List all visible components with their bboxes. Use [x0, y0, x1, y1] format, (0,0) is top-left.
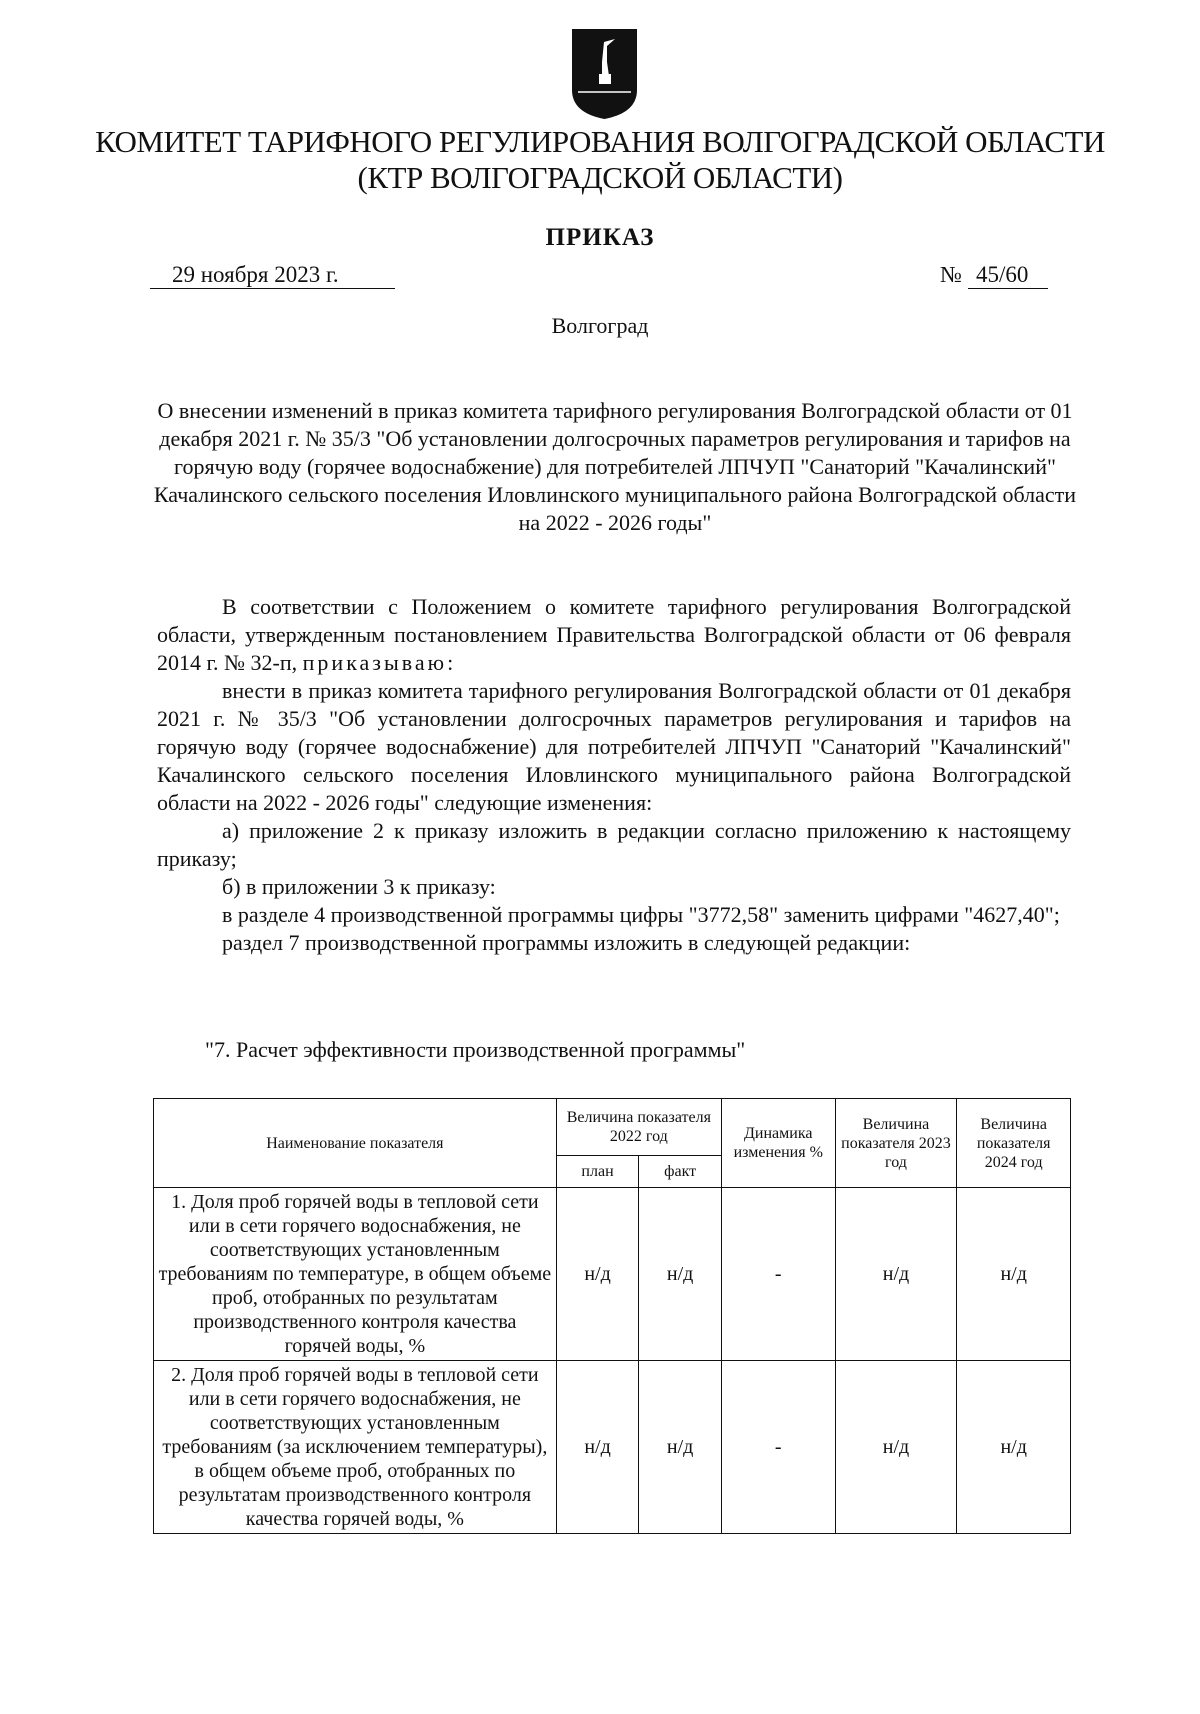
order-date: 29 ноября 2023 г.	[150, 262, 395, 289]
header-value-2024: Величина показателя 2024 год	[957, 1099, 1071, 1188]
header-value-2022: Величина показателя 2022 год	[556, 1099, 721, 1156]
organization-name	[0, 124, 1200, 196]
row-2023: н/д	[835, 1188, 957, 1361]
row-name: 2. Доля проб горячей воды в тепловой сети или в сети горячего водоснабжения, не соответствующих установленным требованиям (за исключением температуры), в общем объеме проб, отобранных по результатам производственного контроля качества горячей воды, %	[154, 1361, 557, 1534]
row-plan: н/д	[556, 1188, 639, 1361]
document-type-title: ПРИКАЗ	[545, 224, 655, 251]
header-plan: план	[556, 1156, 639, 1188]
row-name: 1. Доля проб горячей воды в тепловой сети или в сети горячего водоснабжения, не соответствующих установленным требованиям по температуре, в общем объеме проб, отобранных по результатам производственного контроля качества горячей воды, %	[154, 1188, 557, 1361]
body-paragraph-basis	[157, 593, 1071, 677]
table-row	[154, 1361, 1071, 1534]
emblem-icon	[571, 28, 638, 120]
body-paragraph-item-a: а) приложение 2 к приказу изложить в редакции согласно приложению к настоящему приказу;	[157, 818, 1071, 871]
order-number-block	[940, 262, 1048, 289]
row-2023: н/д	[835, 1361, 957, 1534]
header-name: Наименование показателя	[154, 1099, 557, 1188]
row-dynamics: -	[721, 1361, 835, 1534]
body-paragraph-item-b: б) в приложении 3 к приказу:	[222, 874, 496, 899]
basis-text: В соответствии с Положением о комитете тарифного регулирования Волгоградской области, утвержденным постановлением Правительства Волгоградской области от 06 февраля 2014 г. № 32-п,	[157, 594, 1071, 675]
organization-name-line1: КОМИТЕТ ТАРИФНОГО РЕГУЛИРОВАНИЯ ВОЛГОГРАДСКОЙ ОБЛАСТИ	[95, 124, 1105, 159]
header-dynamics: Динамика изменения %	[721, 1099, 835, 1188]
body-paragraph-section4: в разделе 4 производственной программы цифры "3772,58" заменить цифрами "4627,40";	[222, 902, 1060, 927]
body-paragraph-changes: внести в приказ комитета тарифного регулирования Волгоградской области от 01 декабря 2021 г. № 35/3 "Об установлении долгосрочных параметров регулирования и тарифов на горячую воду (горячее водоснабжение) для потребителей ЛПЧУП "Санаторий "Качалинский" Качалинского сельского поселения Иловлинского муниципального района Волгоградской области на 2022 - 2026 годы" следующие изменения:	[157, 678, 1071, 815]
section-title: "7. Расчет эффективности производственной программы"	[205, 1037, 746, 1062]
number-sign: №	[940, 262, 962, 287]
row-fact: н/д	[639, 1361, 722, 1534]
coat-of-arms-emblem	[571, 28, 638, 120]
row-dynamics: -	[721, 1188, 835, 1361]
order-word: приказываю:	[302, 650, 457, 675]
efficiency-table	[153, 1098, 1071, 1534]
body-paragraph-section7: раздел 7 производственной программы изложить в следующей редакции:	[222, 930, 911, 955]
order-number: 45/60	[968, 262, 1048, 289]
row-fact: н/д	[639, 1188, 722, 1361]
row-2024: н/д	[957, 1188, 1071, 1361]
header-fact: факт	[639, 1156, 722, 1188]
organization-name-line2: (КТР ВОЛГОГРАДСКОЙ ОБЛАСТИ)	[357, 160, 843, 195]
order-body	[157, 593, 1071, 957]
order-subject: О внесении изменений в приказ комитета тарифного регулирования Волгоградской области от 01 декабря 2021 г. № 35/3 "Об установлении долгосрочных параметров регулирования и тарифов на горячую воду (горячее водоснабжение) для потребителей ЛПЧУП "Санаторий "Качалинский" Качалинского сельского поселения Иловлинского муниципального района Волгоградской области на 2022 - 2026 годы"	[153, 398, 1077, 535]
table-header-row	[154, 1099, 1071, 1156]
table-row	[154, 1188, 1071, 1361]
row-2024: н/д	[957, 1361, 1071, 1534]
header-value-2023: Величина показателя 2023 год	[835, 1099, 957, 1188]
city: Волгоград	[551, 313, 649, 338]
row-plan: н/д	[556, 1361, 639, 1534]
